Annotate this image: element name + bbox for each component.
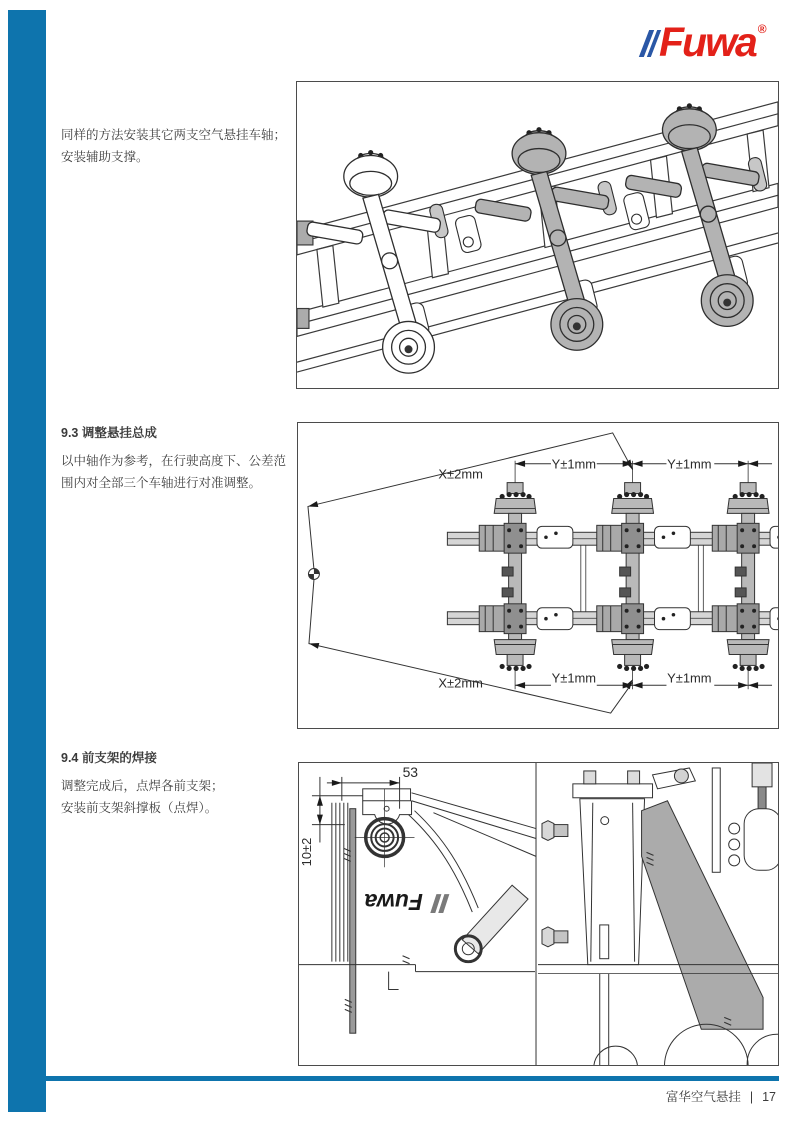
embedded-logo-rotated: [364, 889, 449, 915]
figure-axle-alignment: [297, 422, 779, 729]
paragraph-line: 同样的方法安装其它两支空气悬挂车轴；: [61, 128, 287, 142]
figure-front-bracket-welding: [298, 762, 779, 1066]
logo-stripes-icon: [639, 30, 661, 57]
dim-label-x-bottom: X±2mm: [438, 675, 483, 691]
section-9-3-text: [61, 424, 289, 494]
paragraph-line: 调整完成后，点焊各前支架；: [61, 779, 224, 793]
section-heading: 9.4 前支架的焊接: [61, 751, 157, 765]
section-heading: 9.3 调整悬挂总成: [61, 426, 157, 440]
front-bracket-drawing: [299, 763, 778, 1065]
paragraph-line: 安装前支架斜撑板（点焊）。: [61, 801, 218, 815]
suspension-isometric-drawing: [297, 82, 778, 388]
section-9-4-text: [61, 749, 289, 819]
footer-rule: [46, 1076, 779, 1081]
paragraph-line: 围内对全部三个车轴进行对准调整。: [61, 476, 262, 490]
registered-mark: ®: [757, 22, 767, 36]
dim-label-y-bottom-1: Y±1mm: [551, 670, 597, 686]
footer-separator: |: [749, 1090, 754, 1104]
dim-label-y-bottom-2: Y±1mm: [667, 670, 712, 686]
footer-page-number: 17: [762, 1090, 776, 1104]
paragraph-line: 以中轴作为参考，在行驶高度下、公差范: [61, 454, 287, 468]
dim-label-y-top-2: Y±1mm: [667, 456, 712, 472]
footer-brand: 富华空气悬挂: [665, 1090, 741, 1104]
footer: [666, 1087, 776, 1105]
dim-label-y-top-1: Y±1mm: [551, 456, 597, 472]
dim-label-x-top: X±2mm: [438, 466, 483, 482]
embedded-logo-text: Fuwa: [364, 889, 423, 916]
logo-wordmark: Fuwa: [659, 19, 756, 65]
axle-alignment-drawing: [298, 423, 778, 728]
section-1-text: [61, 124, 289, 168]
figure-suspension-isometric: [296, 81, 779, 389]
dim-label-10-2: 10±2: [299, 837, 314, 867]
left-accent-bar: [8, 10, 46, 1112]
paragraph-line: 安装辅助支撑。: [61, 150, 149, 164]
dim-label-53: 53: [402, 763, 419, 780]
fuwa-logo: [644, 19, 767, 65]
